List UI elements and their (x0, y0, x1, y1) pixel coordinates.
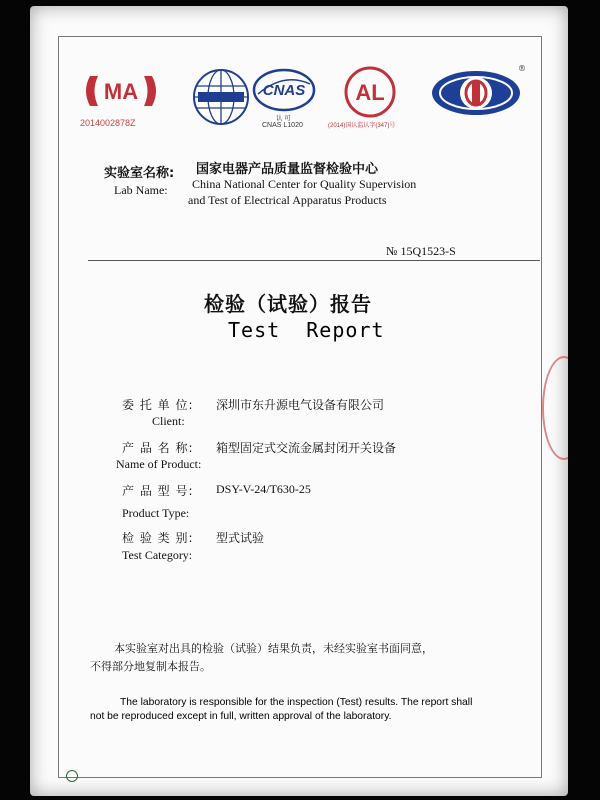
report-title-en: Test Report (228, 318, 385, 342)
notice-en-line1: The laboratory is responsible for the inspection (Test) results. The report shall (120, 697, 473, 708)
globe-icon (192, 68, 250, 126)
globe-logo (192, 68, 250, 126)
notice-en-line2: not be reproduced except in full, written approval of the laboratory. (90, 711, 392, 722)
notice-zh-line2: 不得部分地复制本报告。 (90, 660, 211, 673)
cnas-icon (252, 68, 316, 112)
cnas-logo (252, 68, 316, 134)
cnas-small-text: 认 可 (276, 115, 291, 122)
lab-name-zh: 国家电器产品质量监督检验中心 (196, 162, 379, 177)
cal-icon (328, 66, 412, 118)
cnas-logo-text: CNAS (262, 82, 306, 99)
cqc-logo (430, 64, 526, 124)
cnas-number: CNAS L1020 (262, 122, 303, 129)
product-type-value: DSY-V-24/T630-25 (216, 482, 311, 496)
test-category-value: 型式试验 (216, 531, 265, 545)
cma-icon (78, 68, 164, 114)
product-type-label-zh: 产 品 型 号: (122, 484, 194, 498)
product-name-value: 箱型固定式交流金属封闭开关设备 (216, 441, 397, 455)
product-name-label-zh: 产 品 名 称: (122, 441, 194, 455)
test-category-label-zh: 检 验 类 别: (122, 531, 194, 545)
corner-mark-icon (66, 770, 78, 782)
report-number: № 15Q1523-S (386, 244, 456, 258)
product-name-label-en: Name of Product: (116, 457, 202, 471)
edge-seal (542, 356, 568, 460)
cal-logo (328, 66, 412, 132)
lab-label-en: Lab Name: (114, 183, 168, 197)
cma-logo-text: MA (103, 79, 139, 104)
notice-zh-line1: 本实验室对出具的检验（试验）结果负责，未经实验室书面同意， (114, 642, 433, 655)
product-type-label-en: Product Type: (122, 506, 190, 520)
lab-name-en-line2: and Test of Electrical Apparatus Products (188, 193, 387, 207)
client-label-en: Client: (152, 414, 185, 428)
registered-mark: ® (518, 64, 526, 73)
report-cover-page (30, 6, 568, 796)
cal-number: (2014)国认监认字(347)号 (328, 123, 396, 129)
cma-number: 2014002878Z (80, 118, 136, 128)
cal-logo-text: AL (355, 80, 385, 105)
lab-name-en-line1: China National Center for Quality Supervision (192, 177, 417, 191)
client-value: 深圳市东升源电气设备有限公司 (216, 398, 385, 412)
report-title-zh: 检验（试验）报告 (204, 292, 372, 316)
lab-label-zh: 实验室名称: (104, 166, 175, 181)
cma-logo (78, 68, 164, 128)
cqc-icon (430, 68, 526, 118)
test-category-label-en: Test Category: (122, 548, 193, 562)
header-divider (88, 260, 540, 261)
client-label-zh: 委 托 单 位: (122, 398, 194, 412)
